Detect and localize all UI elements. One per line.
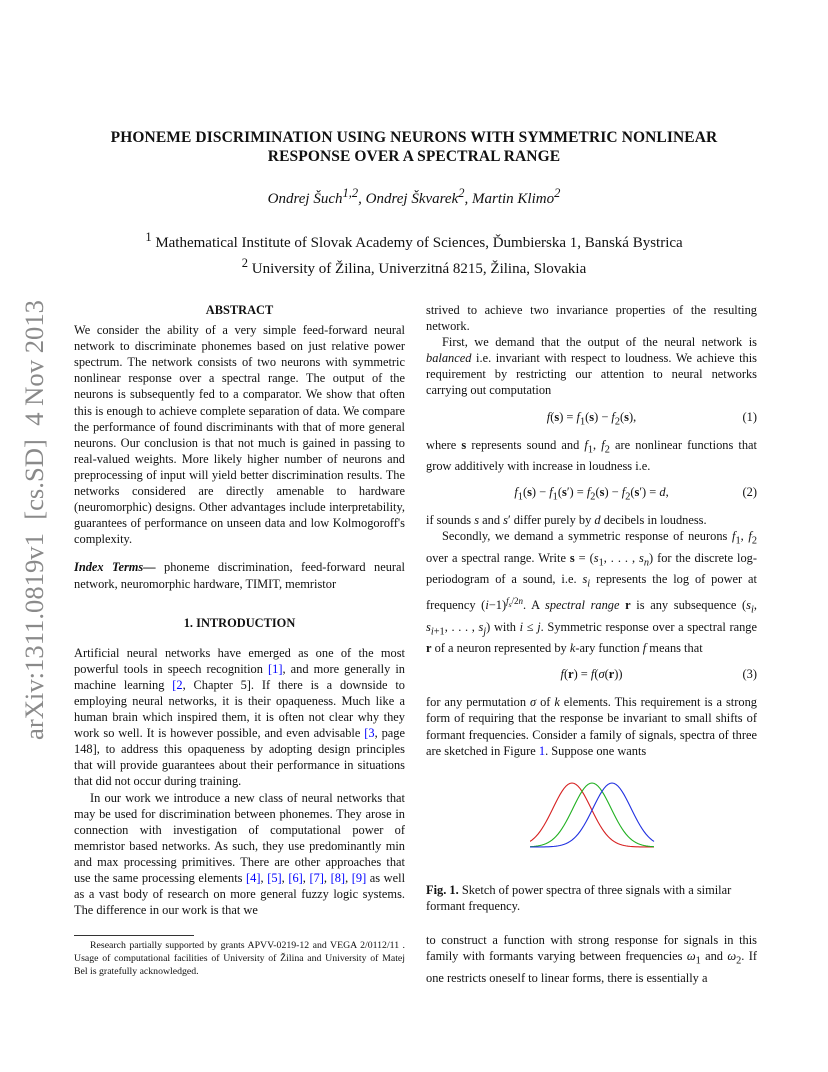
equation-1-body: $f(s) = f_1(s) - f_2(s)$, [546,409,637,428]
abstract-heading: ABSTRACT [205,303,274,317]
equation-1 [426,405,757,431]
col2-paragraph-7: to construct a function with strong response for signals in this family with formants varying between frequencies $\omega_1$ and $\omega_2$. If one restricts oneself to linear forms, there is essentially a [426,933,758,985]
paper-title: PHONEME DISCRIMINATION USING NEURONS WITH SYMMETRIC NONLINEAR RESPONSE OVER A SPECTRAL RANGE [110,129,718,165]
equation-2-body: $f_1(s) - f_1(s') = f_2(s) - f_2(s') = d$, [514,485,669,503]
arxiv-stamp [10,300,56,740]
equation-2-number: (2) [742,485,757,500]
footnote [74,939,405,978]
abstract-text: We consider the ability of a very simple feed-forward neural network to discriminate phonemes based on just relative power spectrum. The network consists of two neurons with symmetric nonlinear response over a spectral range. The output of the neurons is subsequently fed to a comparator. We show that often this is enough to achieve complete separation of data. We compare the performance of found discriminants with that of more general neurons. Our conclusion is that not much is gained in passing to real-valued weights. More likely higher number of neurons and preprocessing of input will yield better discrimination results. The networks considered are directly amenable to hardware (neuromorphic) designs. Other advantages include interpretability, guarantees of performance on unseen data and low Kolmogoroff's complexity. [74,323,405,547]
col2-paragraph-3: where s represents sound and $f_1$, $f_2$ are nonlinear functions that grow additively with increase in loudness i.e. [426,437,757,474]
right-column-continued [426,932,757,986]
arxiv-stamp-text: arXiv:1311.0819v1 [cs.SD] 4 Nov 2013 [20,310,49,740]
affiliations [60,227,768,279]
index-terms-text: phoneme discrimination, feed-forward neural network, neuromorphic hardware, TIMIT, memristor [74,560,405,591]
intro-paragraph-2: In our work we introduce a new class of neural networks that may be used for discrimination between phonemes. They arose in connection with investigation of computational power of memristor based networks. As such, they use predominantly min and max processing primitives. There are other approaches that use the same processing elements [4], [5], [6], [7], [8], [9] as well as a vast body of research on more general fuzzy logic systems. The difference in our work is that we [74,790,406,918]
col2-paragraph-5: Secondly, we demand a symmetric response of neurons $f_1$, $f_2$ over a spectral range. Write $s = (s_1$, . . . , $s_n$) for the discrete log-periodogram of a sound, i.e. $s_i$ represents the log of power at frequency $(i-1)^{f_s/2n}$. A spectral range r is any subsequence ($s_i$, $s_{i+1}$, . . . , $s_j$) with i ≤ j. Symmetric response over a spectral range r of a neuron represented by k-ary function f means that [426,529,757,656]
footnote-text: Research partially supported by grants APVV-0219-12 and VEGA 2/0112/11 . Usage of computational facilities of University of Žilina and University of Matej Bel is gratefully acknowledged. [74,940,405,977]
figure-1-spectra-sketch [530,777,655,849]
equation-3-number: (3) [742,667,757,682]
affiliation-1: $^1$ Mathematical Institute of Slovak Academy of Sciences, Ďumbierska 1, Banská Bystrica [145,230,683,251]
col2-paragraph-1: strived to achieve two invariance properties of the resulting network. [426,303,757,334]
col2-paragraph-6: for any permutation σ of k elements. This requirement is a strong form of requiring that the response be invariant to small shifts of formant frequencies. Consider a family of signals, spectra of three are sketched in Figure 1. Suppose one wants [426,695,757,758]
equation-3-body: f(r) = f(σ(r)) [560,667,623,682]
figure-1-caption [426,882,757,914]
equation-2 [426,480,757,506]
authors: Ondrej Šuch$^{1,2}$, Ondrej Škvarek$^2$, Martin Klimo$^2$ [267,186,561,207]
equation-1-number: (1) [742,409,757,424]
equation-3 [426,662,757,688]
spectrum-curve-red [530,783,654,847]
index-terms [74,559,405,591]
col2-paragraph-4: if sounds s and s′ differ purely by d decibels in loudness. [426,513,707,528]
affiliation-2: $^2$ University of Žilina, Univerzitná 8215, Žilina, Slovakia [241,256,587,277]
right-column [426,302,757,759]
spectrum-curve-green [530,783,654,847]
footnote-rule [74,935,194,936]
intro-heading: 1. INTRODUCTION [183,615,296,630]
index-terms-label: Index Terms— [74,560,156,575]
intro-paragraph-1: Artificial neural networks have emerged as one of the most powerful tools in speech recognition [1], and more generally in machine learning [2, Chapter 5]. If there is a downside to employing neural networks, it is their opaqueness. Much like a human brain which inspired them, it is often not clear why they work so well. It is however possible, and even advisable [3, page 148], to address this opaqueness by adopting design principles that will provide guarantees about their performance in situations that did not occur during training. [74,645,406,789]
col2-paragraph-2: First, we demand that the output of the neural network is balanced i.e. invariant with respect to loudness. We achieve this requirement by restricting our attention to neural networks carrying out computation [426,335,757,398]
spectrum-curve-blue [530,783,654,847]
figure-caption-text: Sketch of power spectra of three signals with a similar formant frequency. [426,883,732,914]
left-column [74,302,405,918]
figure-caption-label: Fig. 1. [426,883,459,897]
